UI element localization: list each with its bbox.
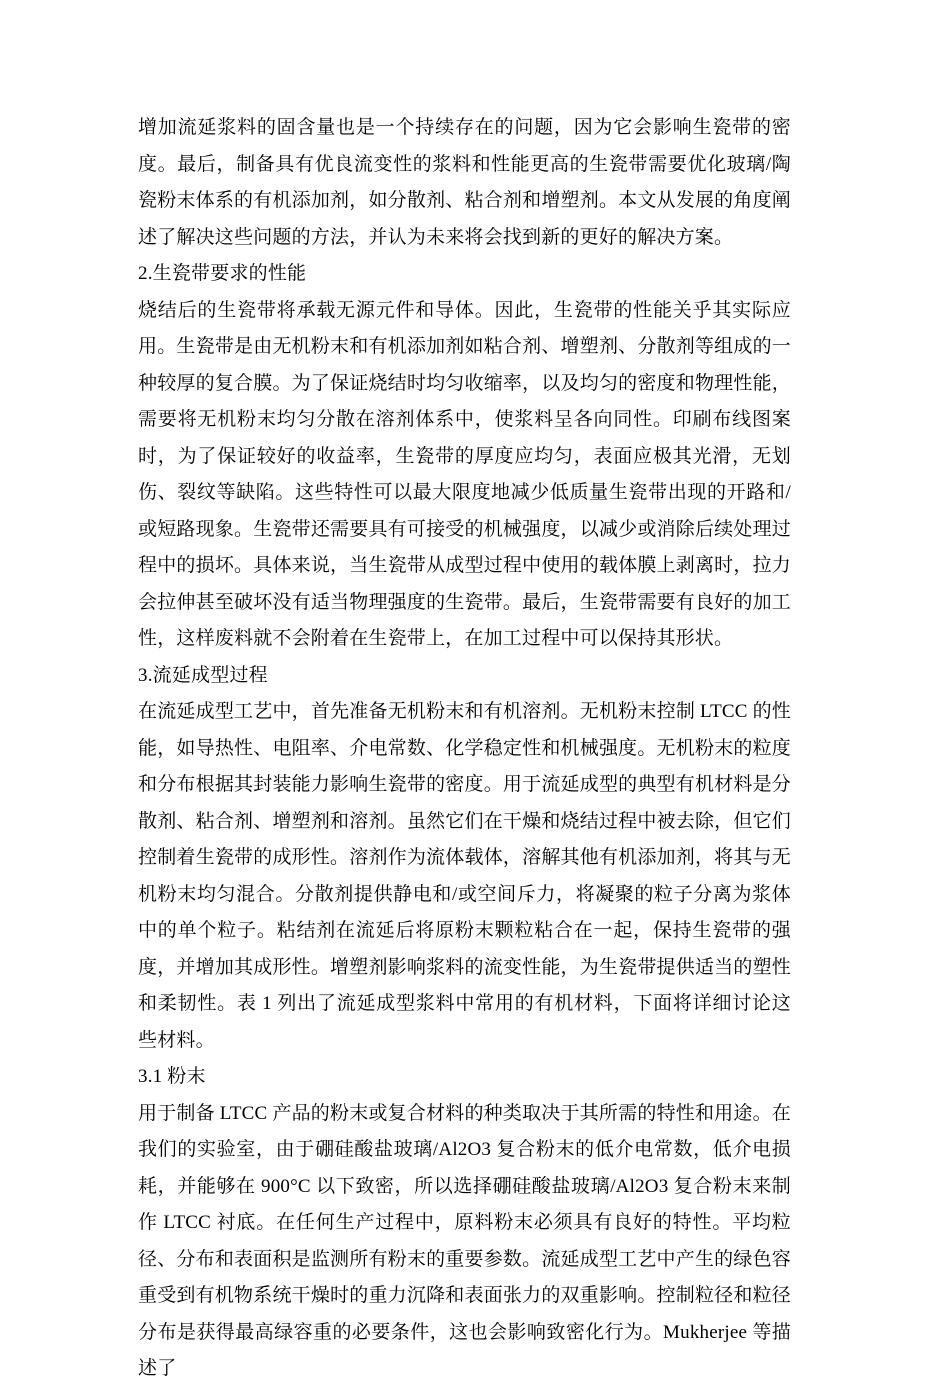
paragraph-powder: 用于制备 LTCC 产品的粉末或复合材料的种类取决于其所需的特性和用途。在我们的实验室，由于硼硅酸盐玻璃/Al2O3 复合粉末的低介电常数，低介电损耗，并能够在 900°C 以下致密，所以选择硼硅酸盐玻璃/Al2O3 复合粉末来制作 LTCC 衬底。在任何生产过程中，原料粉末必须具有良好的特性。平均粒径、分布和表面积是监测所有粉末的重要参数。流延成型工艺中产生的绿色容重受到有机物系统干燥时的重力沉降和表面张力的双重影响。控制粒径和粒径分布是获得最高绿容重的必要条件，这也会影响致密化行为。Mukherjee 等描述了 <box>138 1102 791 1379</box>
document-text-body <box>138 110 791 1388</box>
section-heading-tape-casting-process: 3.流延成型过程 <box>138 664 268 686</box>
paragraph-green-tape-properties: 烧结后的生瓷带将承载无源元件和导体。因此，生瓷带的性能关乎其实际应用。生瓷带是由无机粉末和有机添加剂如粘合剂、增塑剂、分散剂等组成的一种较厚的复合膜。为了保证烧结时均匀收缩率，以及均匀的密度和物理性能，需要将无机粉末均匀分散在溶剂体系中，使浆料呈各向同性。印刷布线图案时，为了保证较好的收益率，生瓷带的厚度应均匀，表面应极其光滑，无划伤、裂纹等缺陷。这些特性可以最大限度地减少低质量生瓷带出现的开路和/或短路现象。生瓷带还需要具有可接受的机械强度，以减少或消除后续处理过程中的损坏。具体来说，当生瓷带从成型过程中使用的载体膜上剥离时，拉力会拉伸甚至破坏没有适当物理强度的生瓷带。最后，生瓷带需要有良好的加工性，这样废料就不会附着在生瓷带上，在加工过程中可以保持其形状。 <box>138 299 791 649</box>
paragraph-slurry-solids-conclusion: 增加流延浆料的固含量也是一个持续存在的问题，因为它会影响生瓷带的密度。最后，制备具有优良流变性的浆料和性能更高的生瓷带需要优化玻璃/陶瓷粉末体系的有机添加剂，如分散剂、粘合剂和增塑剂。本文从发展的角度阐述了解决这些问题的方法，并认为未来将会找到新的更好的解决方案。 <box>138 117 791 248</box>
section-heading-green-tape-required-properties: 2.生瓷带要求的性能 <box>138 263 307 284</box>
section-heading-powder: 3.1 粉末 <box>138 1066 206 1087</box>
paragraph-tape-casting-process: 在流延成型工艺中，首先准备无机粉末和有机溶剂。无机粉末控制 LTCC 的性能，如导热性、电阻率、介电常数、化学稳定性和机械强度。无机粉末的粒度和分布根据其封装能力影响生瓷带的密度。用于流延成型的典型有机材料是分散剂、粘合剂、增塑剂和溶剂。虽然它们在干燥和烧结过程中被去除，但它们控制着生瓷带的成形性。溶剂作为流体载体，溶解其他有机添加剂，将其与无机粉末均匀混合。分散剂提供静电和/或空间斥力，将凝聚的粒子分离为浆体中的单个粒子。粘结剂在流延后将原粉末颗粒粘合在一起，保持生瓷带的强度，并增加其成形性。增塑剂影响浆料的流变性能，为生瓷带提供适当的塑性和柔韧性。表 1 列出了流延成型浆料中常用的有机材料，下面将详细讨论这些材料。 <box>138 701 791 1051</box>
